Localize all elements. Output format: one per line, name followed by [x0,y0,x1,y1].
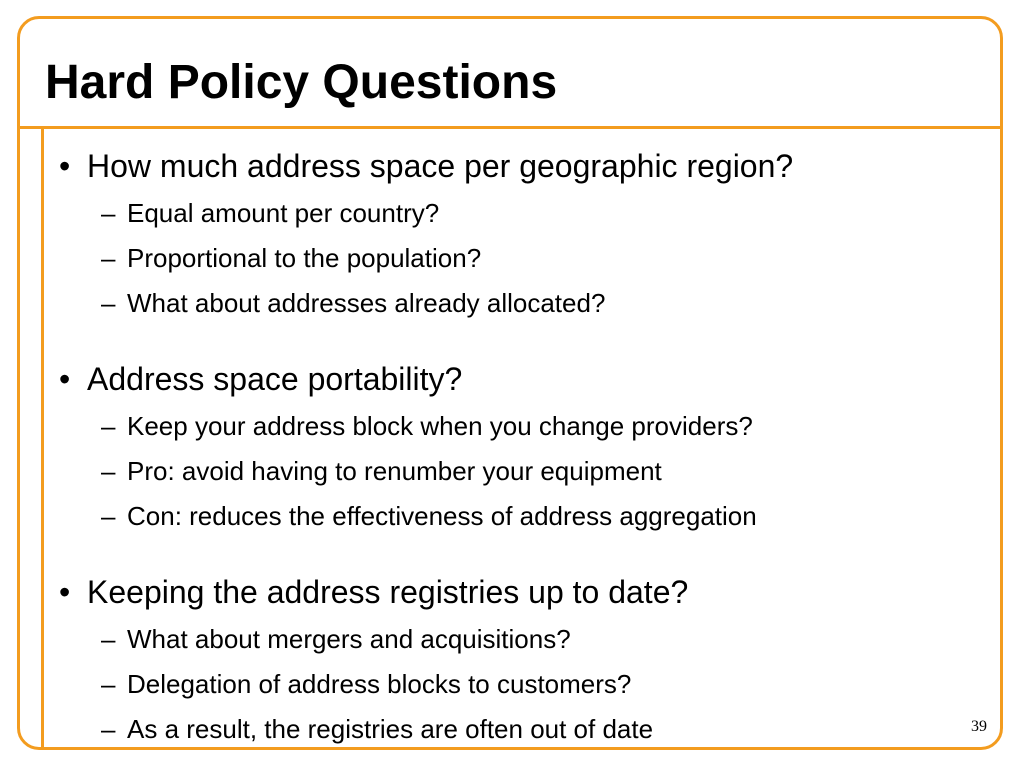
bullet-marker: • [59,361,71,397]
sub-bullet-item [59,404,989,449]
sub-bullet-text: Pro: avoid having to renumber your equipment [127,456,662,486]
sub-bullet-item [59,617,989,662]
slide-title: Hard Policy Questions [45,56,558,109]
sub-bullet-item [59,236,989,281]
bullet-item [59,141,989,191]
bullet-group [59,354,989,539]
sub-bullet-text: Delegation of address blocks to customers? [127,669,632,699]
dash-marker: – [101,456,116,486]
dash-marker: – [101,714,116,744]
bullet-text: How much address space per geographic region? [87,148,794,184]
dash-marker: – [101,198,116,228]
dash-marker: – [101,669,116,699]
left-accent-rule [41,128,44,749]
sub-bullet-item [59,449,989,494]
bullet-group [59,567,989,752]
bullet-text: Address space portability? [87,361,463,397]
bullet-item [59,567,989,617]
dash-marker: – [101,288,116,318]
sub-bullet-item [59,662,989,707]
page-number: 39 [971,718,987,735]
spacer [59,326,989,354]
slide-body [59,141,989,752]
title-divider [17,126,1003,129]
bullet-text: Keeping the address registries up to date? [87,574,689,610]
spacer [59,539,989,567]
sub-bullet-item [59,494,989,539]
sub-bullet-item [59,707,989,752]
sub-bullet-item [59,281,989,326]
sub-bullet-text: Keep your address block when you change providers? [127,411,753,441]
bullet-marker: • [59,574,71,610]
dash-marker: – [101,624,116,654]
sub-bullet-text: As a result, the registries are often out of date [127,714,654,744]
dash-marker: – [101,243,116,273]
sub-bullet-text: What about mergers and acquisitions? [127,624,571,654]
sub-bullet-item [59,191,989,236]
sub-bullet-text: Proportional to the population? [127,243,482,273]
dash-marker: – [101,411,116,441]
bullet-group [59,141,989,326]
sub-bullet-text: Con: reduces the effectiveness of address aggregation [127,501,757,531]
bullet-marker: • [59,148,71,184]
dash-marker: – [101,501,116,531]
sub-bullet-text: What about addresses already allocated? [127,288,606,318]
sub-bullet-text: Equal amount per country? [127,198,440,228]
bullet-item [59,354,989,404]
